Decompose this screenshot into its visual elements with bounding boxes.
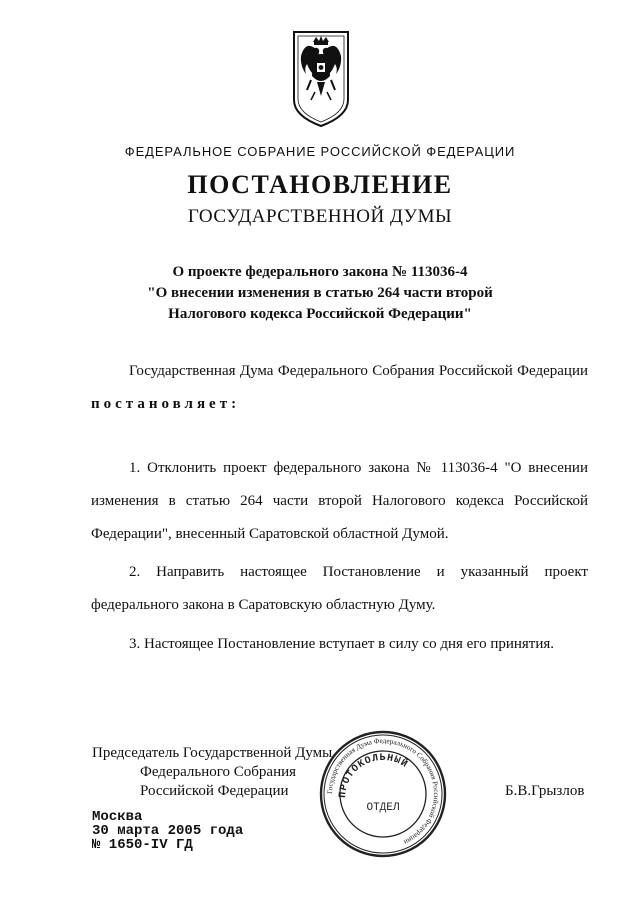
clause-2: 2. Направить настоящее Постановление и указанный проект федерального закона в Саратовскую областную Думу.	[91, 564, 588, 613]
document-date: 30 марта 2005 года	[92, 823, 244, 839]
stamp-arc-text: ПРОТОКОЛЬНЫЙ	[337, 752, 410, 799]
signatory-title-line-3: Российской Федерации	[140, 783, 289, 799]
preamble	[91, 355, 588, 421]
document-city: Москва	[92, 809, 143, 825]
state-emblem-icon	[291, 30, 351, 128]
place-and-date	[92, 810, 243, 852]
subject-line-1: О проекте федерального закона № 113036-4	[172, 264, 468, 280]
stamp-center-text: ОТДЕЛ	[366, 802, 400, 814]
official-stamp	[317, 728, 449, 860]
signatory-name: Б.В.Грызлов	[505, 783, 585, 799]
subject-line-2: "О внесении изменения в статью 264 части второй	[147, 285, 493, 301]
document-subject	[0, 262, 640, 325]
subject-line-3: Налогового кодекса Российской Федерации"	[168, 306, 472, 322]
organization-name: ФЕДЕРАЛЬНОЕ СОБРАНИЕ РОССИЙСКОЙ ФЕДЕРАЦИИ	[124, 144, 516, 159]
issuer-name: ГОСУДАРСТВЕННОЙ ДУМЫ	[187, 206, 453, 227]
document-number: № 1650-IV ГД	[92, 837, 193, 853]
preamble-text: Государственная Дума Федерального Собрания Российской Федерации	[129, 363, 588, 379]
document-type: ПОСТАНОВЛЕНИЕ	[187, 170, 453, 199]
signatory-title-line-1: Председатель Государственной Думы	[92, 745, 333, 761]
clause-1: 1. Отклонить проект федерального закона № 113036-4 "О внесении изменения в статью 264 части второй Налогового кодекса Российской Федерации", внесенный Саратовской областной Думой.	[91, 460, 588, 542]
clause-3: 3. Настоящее Постановление вступает в силу со дня его принятия.	[129, 636, 555, 652]
decision-word: постановляет:	[91, 396, 241, 412]
signatory-title-line-2: Федерального Собрания	[140, 764, 297, 780]
stamp-ring-text: Государственная Дума Федерального Собрания Российской Федерации	[325, 736, 441, 847]
